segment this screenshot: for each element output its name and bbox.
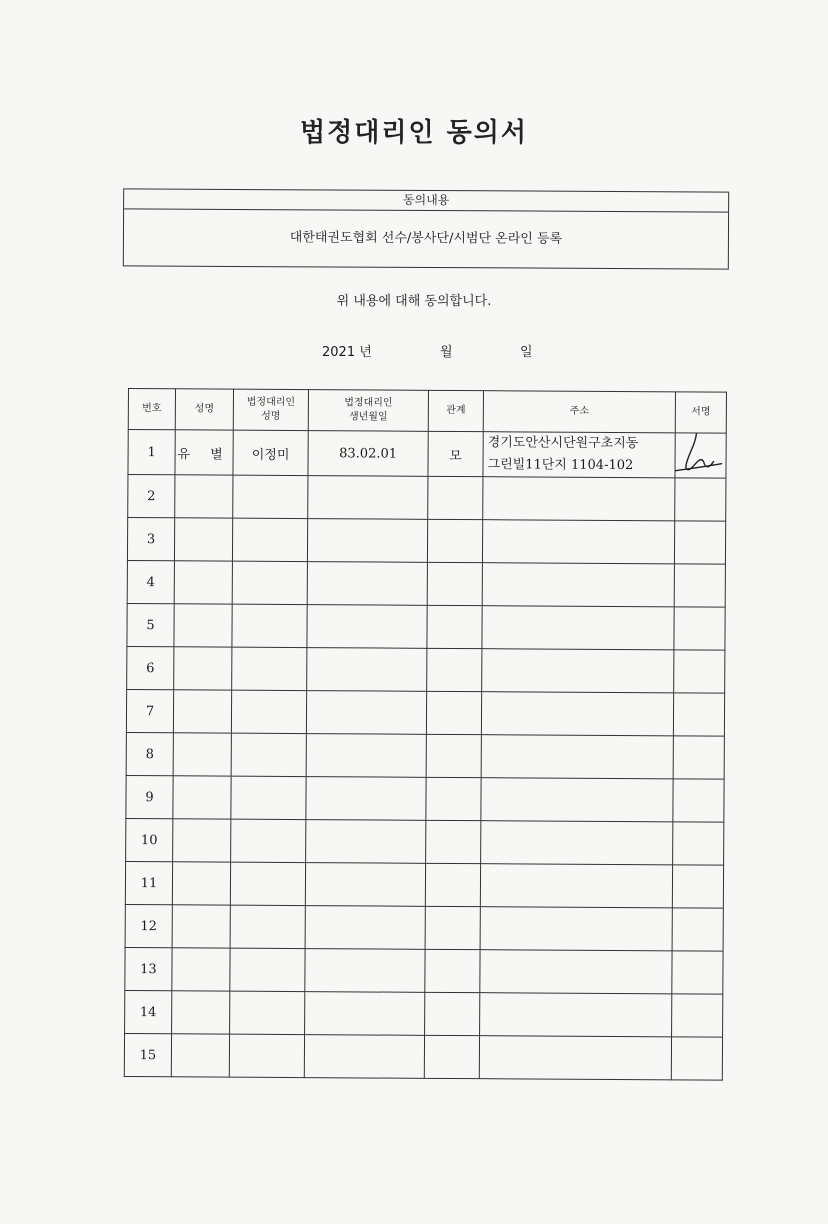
row-guardian-birth <box>304 1035 424 1079</box>
row-address <box>479 1036 671 1080</box>
table-row <box>126 689 724 736</box>
row-relation <box>425 949 480 992</box>
date-month: 월 <box>440 345 453 360</box>
header-relation: 관계 <box>428 390 483 431</box>
row-number: 8 <box>126 732 173 775</box>
row-name <box>172 991 230 1034</box>
row-relation <box>425 906 480 949</box>
row-name <box>173 776 231 819</box>
row-number: 7 <box>126 689 173 732</box>
row-guardian-birth <box>305 906 425 950</box>
row-relation <box>425 863 480 906</box>
row-relation <box>427 648 482 691</box>
table-row <box>128 475 726 522</box>
row-number: 2 <box>128 475 175 518</box>
date-day: 일 <box>520 345 533 360</box>
agreement-text: 위 내용에 대해 동의합니다. <box>336 294 492 309</box>
row-signature <box>673 822 724 865</box>
row-relation <box>426 777 481 820</box>
row-name <box>173 819 231 862</box>
roster-table <box>124 388 727 1081</box>
row-guardian-birth <box>306 734 426 778</box>
row-signature <box>673 693 724 736</box>
row-address <box>480 907 672 951</box>
row-guardian-birth <box>307 562 427 606</box>
row-address <box>481 692 673 736</box>
handwritten-signature <box>675 433 726 478</box>
row-guardian-name <box>231 690 306 733</box>
row-address <box>480 864 672 908</box>
row-guardian-name <box>230 991 305 1034</box>
table-row <box>127 603 725 650</box>
row-number: 9 <box>126 775 173 818</box>
header-signature: 서명 <box>675 392 726 433</box>
row-guardian-name <box>232 561 307 604</box>
row-signature <box>673 736 724 779</box>
table-row <box>124 1033 722 1080</box>
consent-content: 대한태권도협회 선수/봉사단/시범단 온라인 등록 <box>289 230 563 247</box>
row-number: 6 <box>127 646 174 689</box>
header-name: 성명 <box>175 389 233 430</box>
row-guardian-name <box>230 948 305 991</box>
row-guardian-name <box>230 905 305 948</box>
row-number: 4 <box>127 560 174 603</box>
header-address: 주소 <box>483 391 675 433</box>
row-address <box>481 735 673 779</box>
row-guardian-birth <box>308 476 428 520</box>
row-guardian-birth: 83.02.01 <box>308 431 428 477</box>
date-year: 2021 년 <box>322 345 372 360</box>
row-address <box>481 821 673 865</box>
row-guardian-birth <box>305 949 425 993</box>
row-name <box>175 475 233 518</box>
row-relation <box>428 476 483 519</box>
row-guardian-birth <box>305 863 425 907</box>
row-signature <box>672 908 723 951</box>
row-name: 유 별 <box>175 430 233 475</box>
row-relation <box>426 734 481 777</box>
row-signature <box>672 951 723 994</box>
row-name <box>174 604 232 647</box>
row-number: 3 <box>127 518 174 561</box>
row-relation <box>427 519 482 562</box>
row-guardian-birth <box>307 605 427 649</box>
consent-box <box>123 188 729 269</box>
row-guardian-birth <box>305 992 425 1036</box>
row-guardian-name <box>232 604 307 647</box>
row-guardian-name <box>231 819 306 862</box>
row-address <box>480 950 672 994</box>
header-guardian-name: 법정대리인 성명 <box>233 389 308 430</box>
row-address <box>482 563 674 607</box>
row-address <box>481 778 673 822</box>
row-number: 11 <box>125 861 172 904</box>
row-number: 14 <box>125 990 172 1033</box>
table-row <box>127 646 725 693</box>
table-row <box>127 518 725 565</box>
row-relation <box>427 562 482 605</box>
header-guardian-birth: 법정대리인 생년월일 <box>308 390 428 432</box>
row-number: 13 <box>125 947 172 990</box>
table-row <box>127 560 725 607</box>
row-signature <box>674 521 725 564</box>
row-guardian-birth <box>306 820 426 864</box>
row-address <box>482 606 674 650</box>
row-guardian-name <box>229 1034 304 1077</box>
row-name <box>172 948 230 991</box>
row-guardian-name <box>230 862 305 905</box>
row-name <box>173 733 231 776</box>
row-guardian-name <box>231 776 306 819</box>
address-line-2: 그린빌11단지 1104-102 <box>487 457 634 474</box>
row-name <box>171 1034 229 1077</box>
row-guardian-name <box>232 647 307 690</box>
row-signature <box>674 650 725 693</box>
row-signature <box>674 607 725 650</box>
row-guardian-birth <box>306 691 426 735</box>
table-row <box>125 904 723 951</box>
row-name <box>172 905 230 948</box>
row-name <box>174 561 232 604</box>
row-relation <box>426 691 481 734</box>
consent-header: 동의내용 <box>124 189 728 212</box>
row-address <box>480 993 672 1037</box>
row-name <box>174 518 232 561</box>
row-signature <box>673 779 724 822</box>
table-row <box>126 818 724 865</box>
table-row <box>128 430 726 479</box>
row-signature <box>672 994 723 1037</box>
row-signature <box>671 1037 722 1080</box>
row-guardian-name <box>231 733 306 776</box>
row-signature <box>675 478 726 521</box>
table-row <box>125 861 723 908</box>
row-relation <box>425 992 480 1035</box>
table-header-row <box>128 389 726 434</box>
row-guardian-name <box>233 475 308 518</box>
row-address <box>482 520 674 564</box>
row-signature <box>675 433 726 478</box>
row-signature <box>674 564 725 607</box>
row-relation: 모 <box>428 431 483 476</box>
row-number: 15 <box>124 1033 171 1076</box>
table-row <box>126 732 724 779</box>
header-number: 번호 <box>128 389 175 430</box>
row-relation <box>426 820 481 863</box>
table-row <box>126 775 724 822</box>
row-address <box>483 477 675 521</box>
row-number: 12 <box>125 904 172 947</box>
row-number: 5 <box>127 603 174 646</box>
row-relation <box>427 605 482 648</box>
row-number: 10 <box>126 818 173 861</box>
row-signature <box>672 865 723 908</box>
row-guardian-birth <box>306 777 426 821</box>
row-guardian-name <box>232 518 307 561</box>
document-title: 법정대리인 동의서 <box>300 118 528 148</box>
row-number: 1 <box>128 430 175 475</box>
table-row <box>125 990 723 1037</box>
row-guardian-birth <box>307 519 427 563</box>
row-relation <box>424 1035 479 1078</box>
row-address <box>482 649 674 693</box>
table-row <box>125 947 723 994</box>
row-name <box>173 690 231 733</box>
address-line-1: 경기도안산시단원구초지동 <box>487 435 639 452</box>
row-guardian-birth <box>307 648 427 692</box>
row-address <box>483 432 675 478</box>
row-guardian-name: 이정미 <box>233 430 308 475</box>
row-name <box>174 647 232 690</box>
row-name <box>172 862 230 905</box>
